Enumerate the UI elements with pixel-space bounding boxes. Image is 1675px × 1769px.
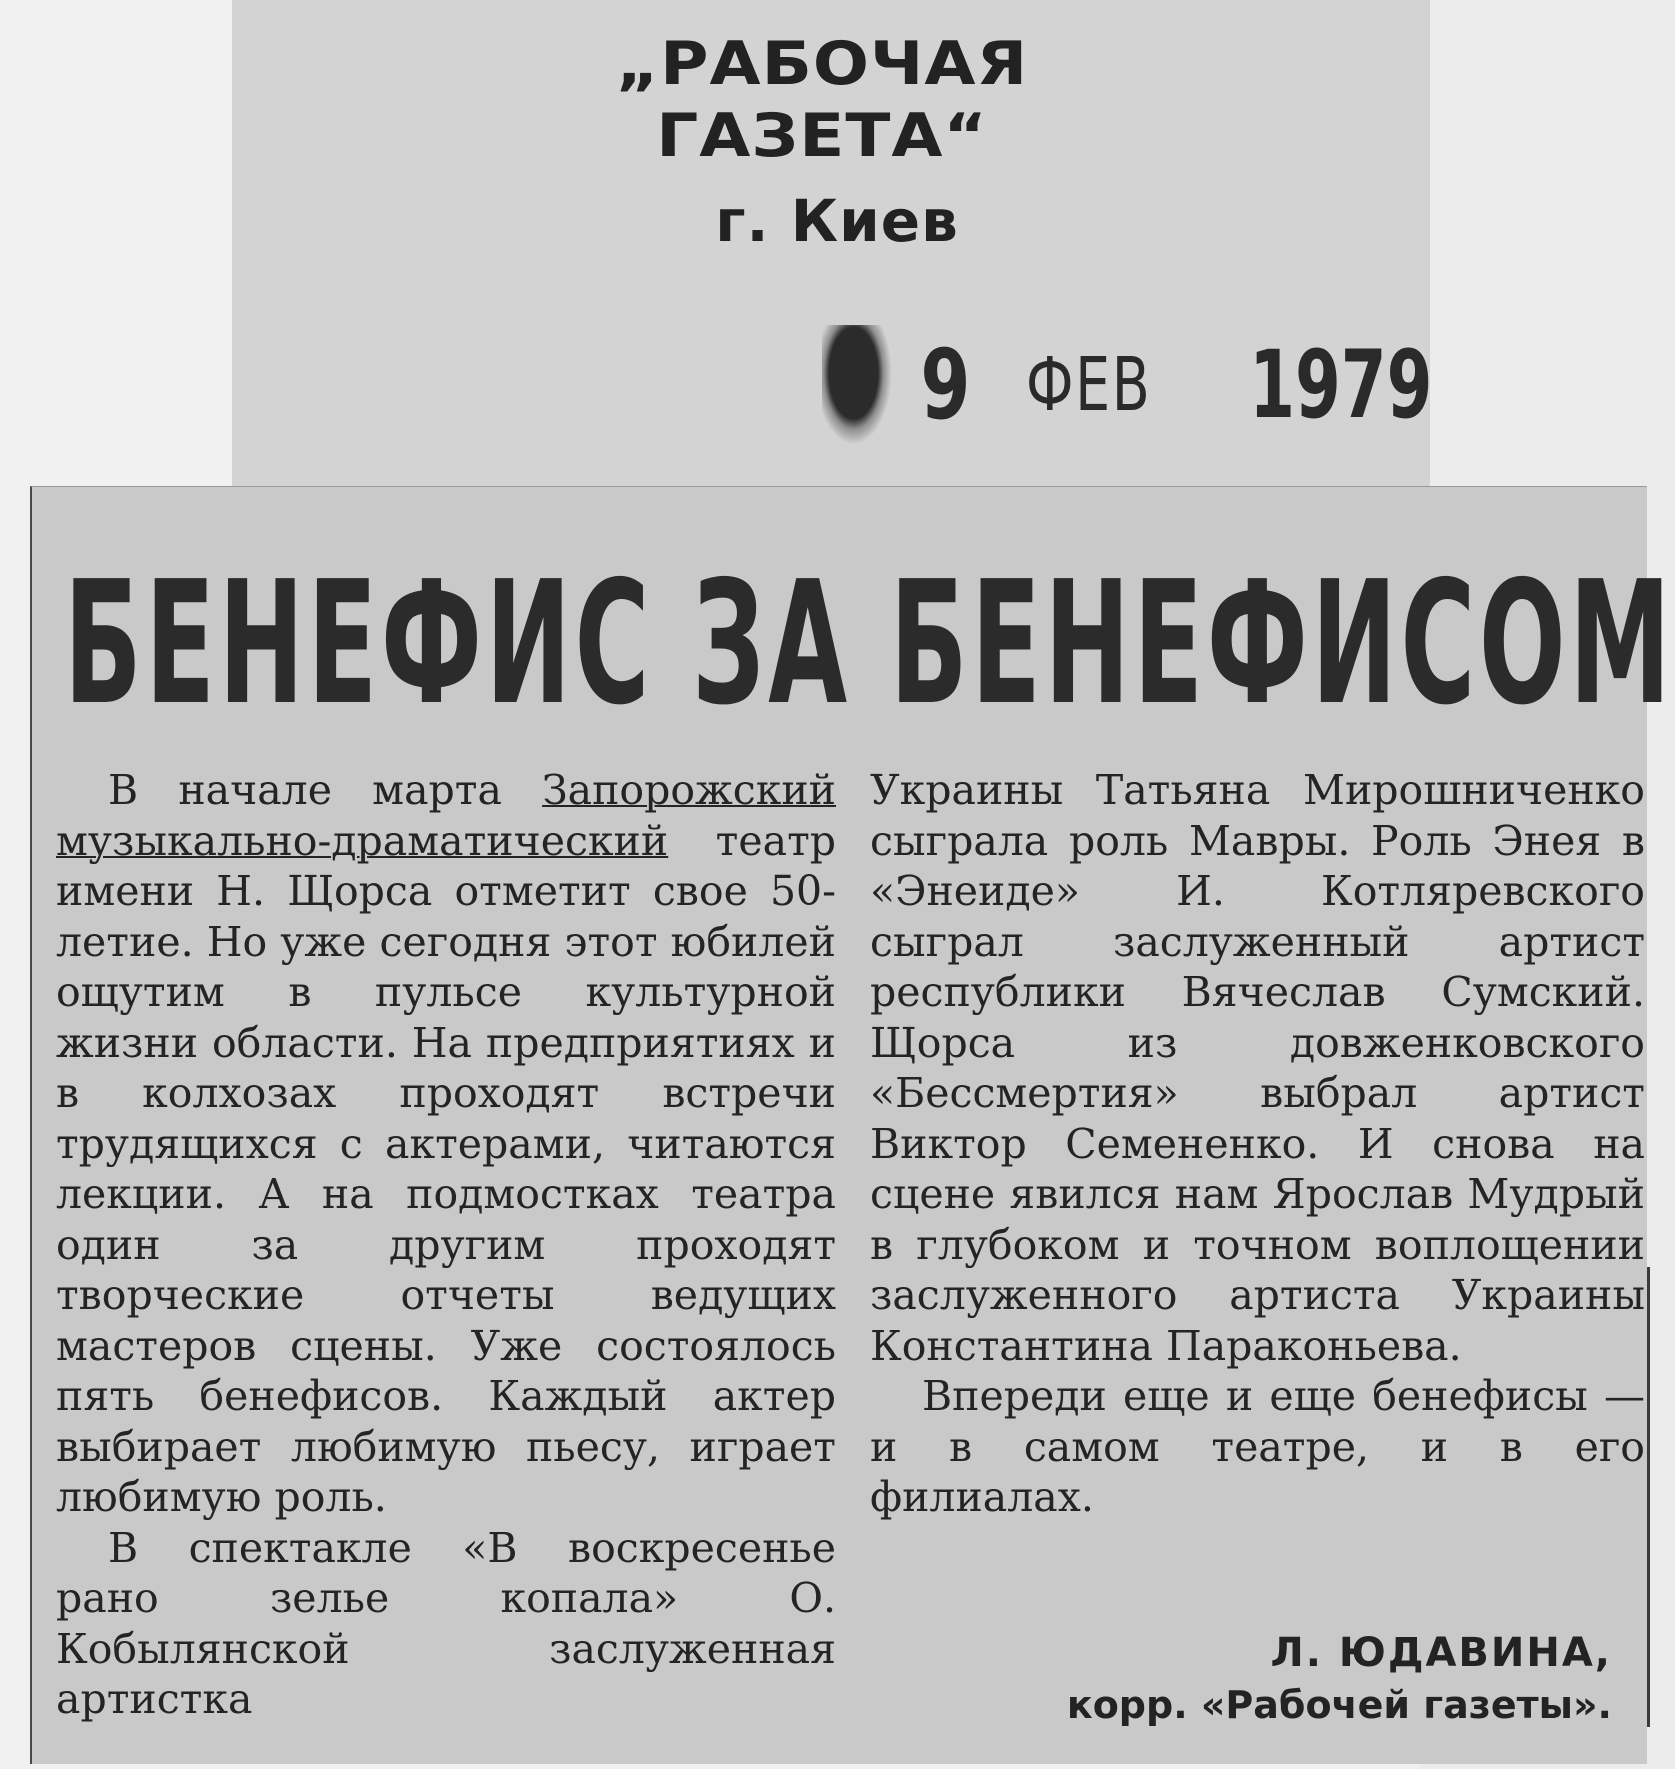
byline <box>1012 1627 1612 1731</box>
article-headline: БЕНЕФИС ЗА БЕНЕФИСОМ <box>64 545 1675 743</box>
article-column-right <box>870 765 1645 1523</box>
author-role: корр. «Рабочей газеты». <box>1066 1683 1612 1727</box>
article-column-left <box>56 765 836 1725</box>
newspaper-name: „РАБОЧАЯ ГАЗЕТА“ <box>615 28 1029 171</box>
author-name: Л. ЮДАВИНА, <box>1270 1630 1612 1676</box>
newspaper-city: г. Киев <box>715 187 959 255</box>
ink-blot-icon <box>822 325 892 445</box>
paragraph-1-rest: театр имени Н. Щорса отметит свое 50-летие. Но уже сегодня этот юбилей ощутим в пульсе культурной жизни области. На предприятиях и в колхозах проходят встречи трудящихся с актерами, читаются лекции. А на подмостках театра один за другим проходят творческие отчеты ведущих мастеров сцены. Уже состоялось пять бенефисов. Каждый актер выбирает любимую пьесу, играет любимую роль. <box>56 816 836 1521</box>
date-day: 9 <box>920 329 971 441</box>
date-year: 1979 <box>1249 330 1433 440</box>
paragraph-1 <box>56 765 836 1523</box>
paragraph-2: В спектакле «В воскресенье рано зелье копала» О. Кобылянской заслуженная артистка <box>56 1523 836 1723</box>
paragraph-3: Украины Татьяна Мирошниченко сыграла роль Мавры. Роль Энея в «Энеиде» И. Котляревского сыграл заслуженный артист республики Вячеслав Сумский. Щорса из довженковского «Бессмертия» выбрал артист Виктор Семененко. И снова на сцене явился нам Ярослав Мудрый в глубоком и точном воплощении заслуженного артиста Украины Константина Параконьева. <box>870 766 1645 1370</box>
date-month: ФЕВ <box>1025 342 1152 428</box>
date-stamp <box>822 325 1472 445</box>
paragraph-4: Впереди еще и еще бенефисы — и в самом театре, и в его филиалах. <box>870 1372 1645 1521</box>
theatre-name-underlined: Запорожский музыкально-драматический <box>56 766 836 865</box>
newspaper-clipping <box>30 486 1675 1764</box>
newspaper-stamp <box>502 20 1142 255</box>
paragraph-1-lead: В начале марта <box>108 766 543 814</box>
